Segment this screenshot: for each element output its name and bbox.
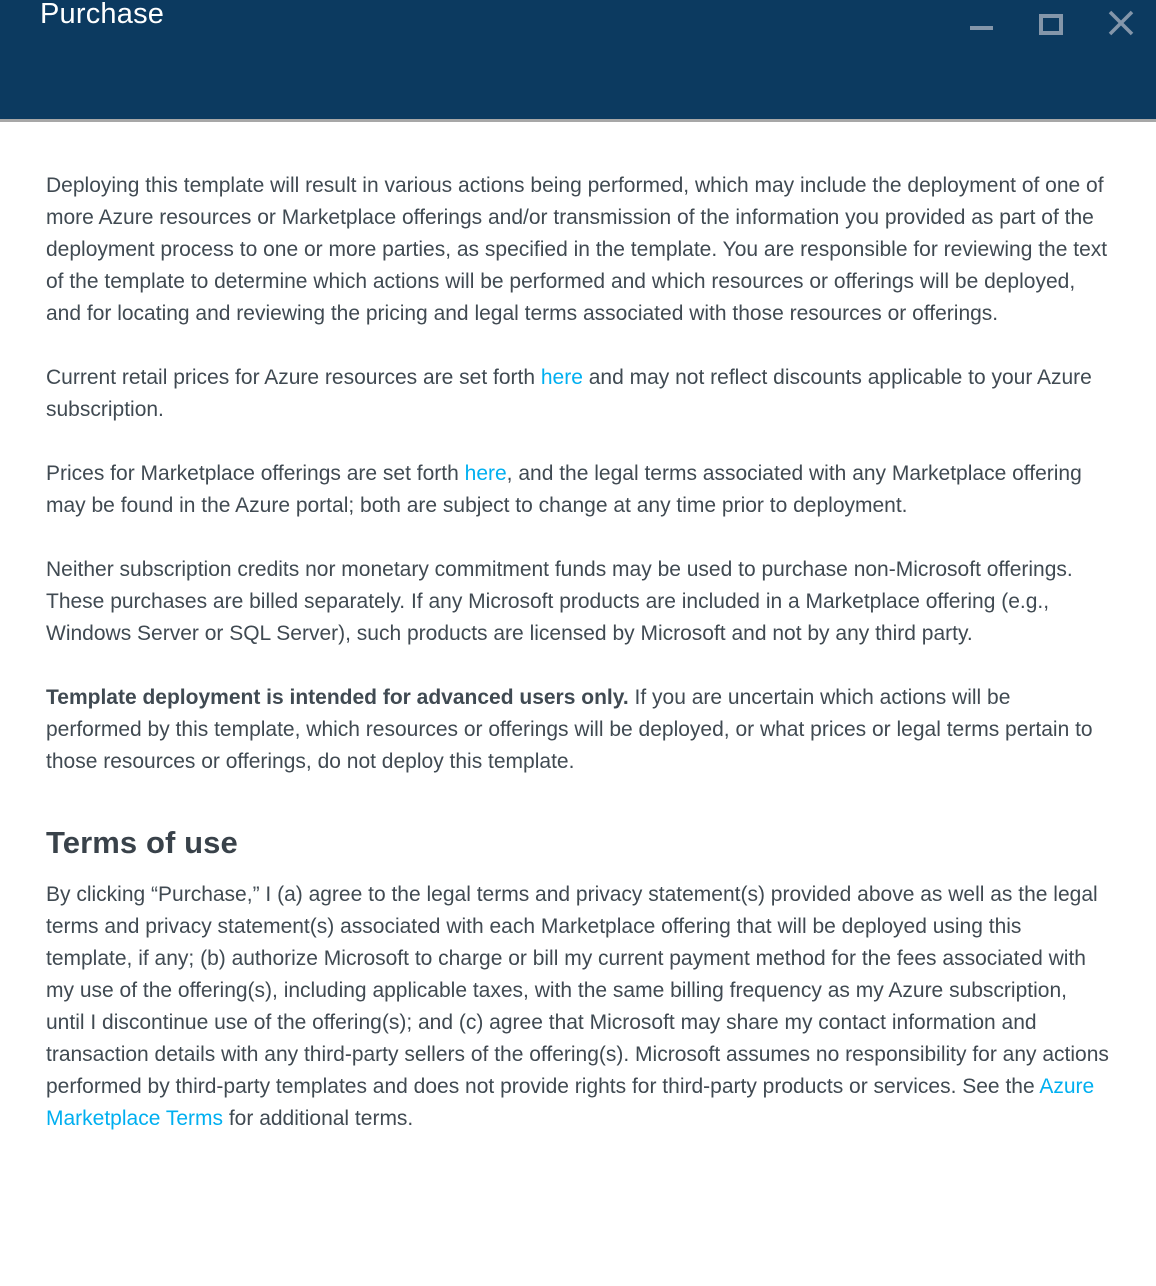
dialog-body <box>0 122 1156 1135</box>
minimize-icon <box>970 26 993 30</box>
paragraph-text: By clicking “Purchase,” I (a) agree to the legal terms and privacy statement(s) provided above as well as the legal terms and privacy statement(s) associated with each Marketplace offering that will be deployed using this template, if any; (b) authorize Microsoft to charge or bill my current payment method for the fees associated with my use of the offering(s), including applicable taxes, with the same billing frequency as my Azure subscription, until I discontinue use of the offering(s); and (c) agree that Microsoft may share my contact information and transaction details with any third-party sellers of the offering(s). Microsoft assumes no responsibility for any actions performed by third-party templates and does not provide rights for third-party products or services. See the <box>46 883 1109 1098</box>
paragraph-text: Prices for Marketplace offerings are set forth <box>46 462 465 485</box>
close-button[interactable] <box>1086 0 1156 44</box>
paragraph-text: Deploying this template will result in various actions being performed, which may include the deployment of one of more Azure resources or Marketplace offerings and/or transmission of the information you provided as part of the deployment process to one or more parties, as specified in the template. You are responsible for reviewing the text of the template to determine which actions will be performed and which resources or offerings will be deployed, and for locating and reviewing the pricing and legal terms associated with those resources or offerings. <box>46 174 1108 325</box>
title-bar <box>0 0 1156 122</box>
paragraph-text: and may not reflect discounts applicable to your Azure subscription. <box>46 366 1092 421</box>
marketplace-prices-here-link[interactable]: here <box>464 462 507 485</box>
paragraph-advanced-users <box>46 682 1110 778</box>
paragraph-text: If you are uncertain which actions will be performed by this template, which resources or offerings will be deployed, or what prices or legal terms pertain to those resources or offerings, do not deploy this template. <box>46 686 1093 773</box>
azure-marketplace-terms-link[interactable]: Azure Marketplace Terms <box>46 1075 1095 1130</box>
paragraph-terms-of-use <box>46 879 1110 1135</box>
close-icon <box>1107 9 1135 37</box>
window-controls <box>946 0 1156 44</box>
paragraph-text: , and the legal terms associated with any Marketplace offering may be found in the Azure portal; both are subject to change at any time prior to deployment. <box>46 462 1082 517</box>
azure-prices-here-link[interactable]: here <box>540 366 583 389</box>
paragraph-deploy-actions <box>46 170 1110 330</box>
terms-of-use-heading: Terms of use <box>46 825 238 860</box>
window-title: Purchase <box>40 0 165 30</box>
paragraph-azure-prices <box>46 362 1110 426</box>
paragraph-text: Current retail prices for Azure resources are set forth <box>46 366 541 389</box>
maximize-icon <box>1039 14 1063 35</box>
advanced-users-warning-text: Template deployment is intended for advanced users only. <box>46 686 629 709</box>
paragraph-text: Neither subscription credits nor monetary commitment funds may be used to purchase non-Microsoft offerings. These purchases are billed separately. If any Microsoft products are included in a Marketplace offering (e.g., Windows Server or SQL Server), such products are licensed by Microsoft and not by any third party. <box>46 558 1073 645</box>
paragraph-marketplace-prices <box>46 458 1110 522</box>
maximize-button[interactable] <box>1016 0 1086 44</box>
minimize-button[interactable] <box>946 0 1016 44</box>
paragraph-subscription-credits <box>46 554 1110 650</box>
paragraph-text: for additional terms. <box>223 1107 414 1130</box>
